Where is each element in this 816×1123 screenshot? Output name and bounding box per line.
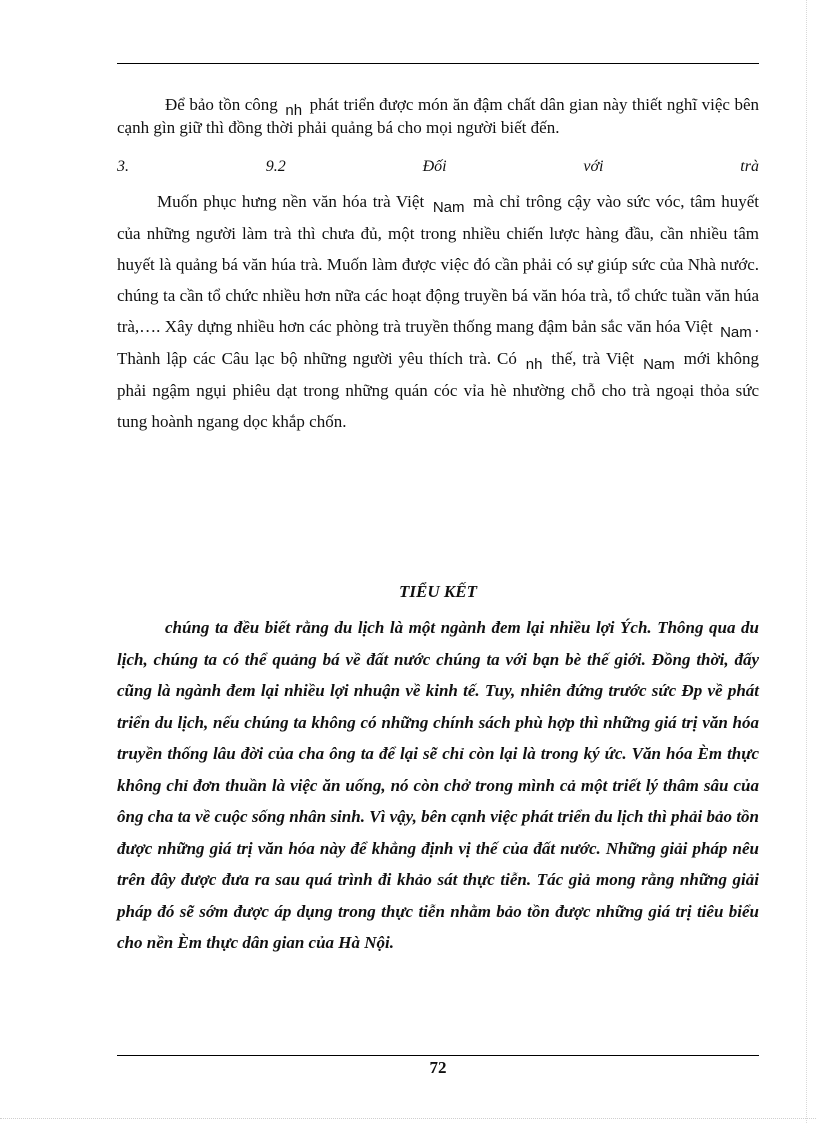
section-word-3: trà: [740, 158, 759, 175]
section-word-2: với: [583, 158, 604, 175]
header-rule: [117, 63, 759, 64]
margin-guide-right: [806, 0, 807, 1123]
tea-text-c: . Thành lập các Câu lạc bộ những người yêu thích trà. Có: [117, 317, 760, 368]
nam-fragment-2: Nam: [720, 324, 752, 341]
nh-fragment: nh: [525, 356, 543, 373]
tea-text-b: mà chỉ trông cậy vào sức vóc, tâm huyết của những người làm trà thì chưa đủ, một trong nhiều chiến lược hàng đầu, cần nhiều tâm huyết là quảng bá văn húa trà. Muốn làm được việc đó cần phải có sự giúp sức của Nhà nước. chúng ta cần tổ chức nhiều hơn nữa các hoạt động truyền bá văn hóa trà, tổ chức tuần văn húa trà,…. Xây dựng nhiều hơn các phòng trà truyền thống mang đậm bản sắc văn hóa Việt: [117, 192, 760, 336]
section-word-1: Đối: [422, 158, 447, 175]
intro-paragraph: [117, 94, 759, 139]
nam-fragment-3: Nam: [643, 356, 675, 373]
intro-text-a: Để bảo tồn công: [165, 95, 278, 114]
page-number: 72: [429, 1058, 447, 1077]
section-subnumber: 9.2: [265, 158, 286, 175]
section-heading: [117, 158, 759, 176]
tea-text-e: mới không phải ngậm ngụi phiêu dạt trong những quán cóc vỉa hè nhường chỗ cho trà ngoại thỏa sức tung hoành ngang dọc khắp chốn.: [117, 349, 760, 431]
nam-fragment-1: Nam: [432, 199, 465, 216]
margin-guide-bottom: [0, 1118, 816, 1119]
summary-title: TIỂU KẾT: [399, 582, 477, 601]
intro-fragment: nh: [285, 102, 303, 119]
tea-text-d: thế, trà Việt: [551, 349, 635, 368]
section-number: 3.: [117, 158, 129, 175]
tea-text-a: Muốn phục hưng nền văn hóa trà Việt: [157, 192, 425, 211]
footer-rule: [117, 1055, 759, 1056]
tea-paragraph: [117, 186, 759, 437]
intro-text-b: phát triển được món ăn đậm chất dân gian này thiết nghĩ việc bên cạnh gìn giữ thì đồng thời phải quảng bá cho mọi người biết đến.: [117, 95, 760, 137]
summary-paragraph: chúng ta đều biết rằng du lịch là một ngành đem lại nhiều lợi Ých. Thông qua du lịch, chúng ta có thể quảng bá về đất nước chúng ta với bạn bè thế giới. Đồng thời, đấy cũng là ngành đem lại nhiều lợi nhuận về kinh tế. Tuy, nhiên đứng trước sức Ðp về phát triển du lịch, nếu chúng ta không có những chính sách phù hợp thì những giá trị văn hóa truyền thống lâu đời của cha ông ta để lại sẽ chỉ còn lại là trong ký ức. Văn hóa Èm thực không chỉ đơn thuần là việc ăn uống, nó còn chở trong mình cả một triết lý thâm sâu của ông cha ta về cuộc sống nhân sinh. Vì vậy, bên cạnh việc phát triển du lịch thì phải bảo tồn được những giá trị văn hóa này để khẳng định vị thế của đất nước. Những giải pháp nêu trên đây được đưa ra sau quá trình đi khảo sát thực tiễn. Tác giả mong rằng những giải pháp đó sẽ sớm được áp dụng trong thực tiễn nhằm bảo tồn được những giá trị tiêu biểu cho nền Èm thực dân gian của Hà Nội.: [117, 618, 759, 952]
